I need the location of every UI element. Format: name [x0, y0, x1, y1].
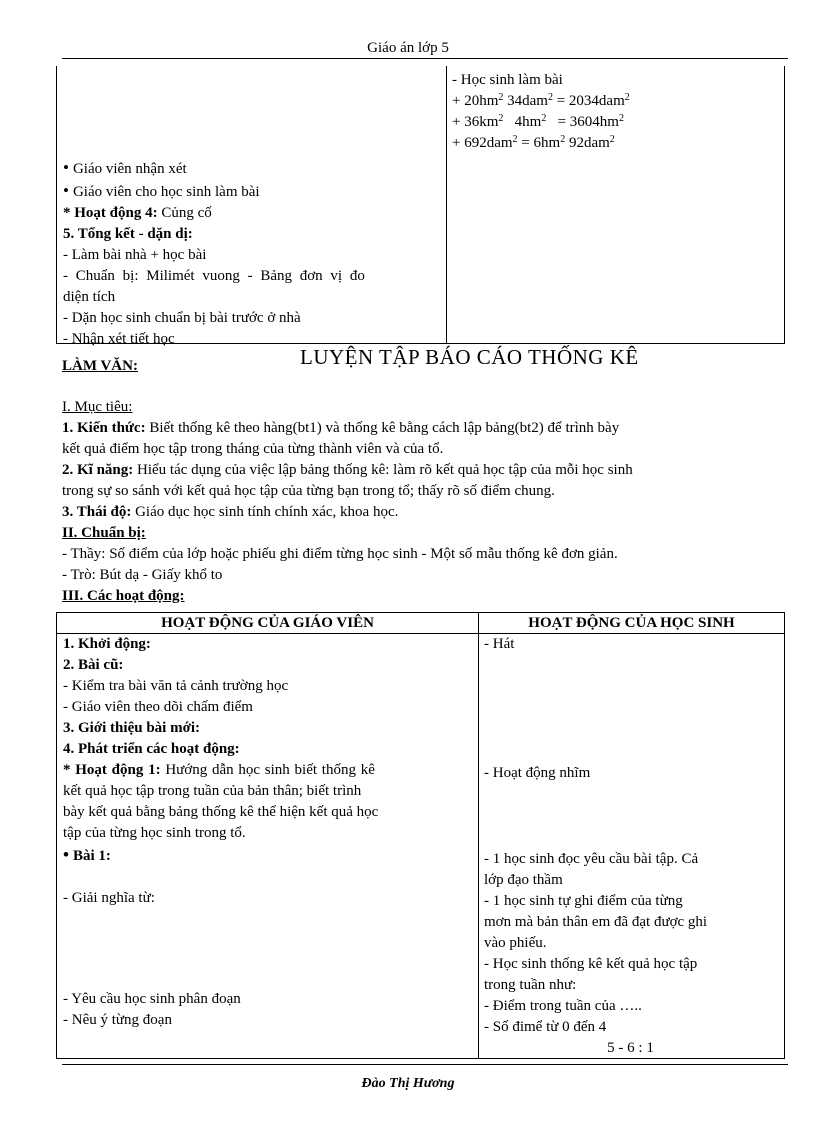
- student-line: - Học sinh làm bài: [452, 72, 563, 88]
- student-activities-mid: [484, 763, 777, 784]
- footer-author: Đào Thị Hương: [361, 1076, 455, 1091]
- footer-rule: [62, 1064, 788, 1065]
- objective-skill: 2. Kĩ năng: Hiểu tác dụng của việc lập bảng thống kê: làm rõ kết quả học tập của mỗi học sinh: [62, 462, 633, 478]
- preparation-heading: II. Chuẩn bị:: [62, 525, 146, 541]
- teacher-activity: - Yêu cầu học sinh phân đoạn: [63, 991, 241, 1007]
- student-activity: - Điểm trong tuần của …..: [484, 998, 642, 1014]
- preparation-student: - Trò: Bút dạ - Giấy khổ to: [62, 567, 223, 583]
- preparation-teacher: - Thầy: Số điểm của lớp hoặc phiếu ghi điểm từng học sinh - Một số mẫu thống kê đơn giản.: [62, 546, 618, 562]
- top-table-student-column: [452, 70, 772, 154]
- teacher-activity: * Hoạt động 1: Hướng dẫn học sinh biết thống kê: [63, 762, 375, 778]
- student-activity: - Số đimể từ 0 đến 4: [484, 1019, 607, 1035]
- student-activities-lower: [484, 849, 777, 1059]
- teacher-line: - Làm bài nhà + học bài: [63, 247, 207, 263]
- student-activity: mơn mà bản thân em đã đạt được ghi: [484, 914, 708, 930]
- header-rule: [62, 58, 788, 59]
- student-activity: - Học sinh thống kê kết quả học tập: [484, 956, 698, 972]
- conversion-line-3: + $692dam^2 = 6hm^2$ 92dam$^2$: [452, 134, 615, 151]
- teacher-activity: bày kết quả bằng bảng thống kê thể hiện kết quả học: [63, 804, 379, 820]
- objective-attitude: 3. Thái độ: Giáo dục học sinh tính chính xác, khoa học.: [62, 504, 399, 520]
- student-activity: lớp đạo thầm: [484, 872, 563, 888]
- activities-heading: III. Các hoạt động:: [62, 588, 185, 604]
- teacher-line: - Chuẩn bị: Milimét vuong - Bảng đơn vị đo: [63, 268, 365, 284]
- teacher-line: 5. Tổng kết - dặn dị:: [63, 226, 193, 242]
- teacher-activities: [63, 634, 471, 909]
- teacher-activity: tập của từng học sinh trong tổ.: [63, 825, 246, 841]
- teacher-line: * Hoạt động 4: Củng cố: [63, 205, 212, 221]
- student-activity: - Hoạt động nhĩm: [484, 765, 591, 781]
- teacher-activity: 1. Khởi động:: [63, 636, 151, 652]
- lesson-title: LUYỆN TẬP BÁO CÁO THỐNG KÊ: [300, 345, 639, 369]
- teacher-activity: - Kiểm tra bài văn tả cảnh trường học: [63, 678, 289, 694]
- objective-knowledge-cont: kết quả điểm học tập trong tháng của từng thành viên và của tổ.: [62, 441, 444, 457]
- teacher-activity: 3. Giới thiệu bài mới:: [63, 720, 201, 736]
- teacher-line: - Dặn học sinh chuẩn bị bài trước ở nhà: [63, 310, 301, 326]
- student-activity: 5 - 6 : 1: [607, 1040, 654, 1056]
- student-activity: - 1 học sinh đọc yêu cầu bài tập. Cả: [484, 851, 699, 867]
- teacher-activity: - Giải nghĩa từ:: [63, 890, 155, 906]
- col-header-student: HOẠT ĐỘNG CỦA HỌC SINH: [528, 615, 735, 631]
- teacher-activity: 2. Bài cũ:: [63, 657, 124, 673]
- teacher-activity: - Nêu ý từng đoạn: [63, 1012, 172, 1028]
- activity-table: [56, 612, 785, 1059]
- student-activities: [484, 634, 777, 655]
- teacher-line: diện tích: [63, 289, 116, 305]
- activity-table-divider: [478, 613, 479, 1058]
- objectives-section: [62, 397, 784, 607]
- top-table-divider: [446, 66, 447, 343]
- teacher-line: - Nhận xét tiết học: [63, 331, 175, 347]
- student-activity: trong tuần như:: [484, 977, 577, 993]
- top-table-teacher-column: [63, 157, 440, 350]
- objective-skill-cont: trong sự so sánh với kết quả học tập của từng bạn trong tổ; thấy rõ số điểm chung.: [62, 483, 555, 499]
- page-header-title: Giáo án lớp 5: [367, 40, 449, 56]
- objective-knowledge: 1. Kiến thức: Biết thống kê theo hàng(bt1) và thống kê bằng cách lập bảng(bt2) để trình bày: [62, 420, 620, 436]
- teacher-activities-lower: [63, 989, 471, 1031]
- section-label: LÀM VĂN:: [62, 358, 138, 374]
- teacher-activity: • Bài 1:: [63, 844, 471, 867]
- teacher-line: • Giáo viên nhận xét: [63, 157, 440, 180]
- top-lesson-table: [56, 66, 785, 347]
- teacher-activity: 4. Phát triển các hoạt động:: [63, 741, 240, 757]
- teacher-activity: kết quả học tập trong tuần của bản thân; biết trình: [63, 783, 362, 799]
- col-header-teacher: HOẠT ĐỘNG CỦA GIÁO VIÊN: [161, 615, 374, 631]
- teacher-activity: - Giáo viên theo dõi chấm điểm: [63, 699, 253, 715]
- conversion-line-2: + $36km^2$ $4hm^2 = 3604hm^2$: [452, 113, 624, 130]
- student-activity: vào phiếu.: [484, 935, 547, 951]
- conversion-line-1: + $20hm^2$ 34dam$^2$ = 2034dam$^2$: [452, 92, 630, 109]
- objectives-heading: I. Mục tiêu:: [62, 399, 133, 415]
- teacher-line: • Giáo viên cho học sinh làm bài: [63, 180, 440, 203]
- student-activity: - Hát: [484, 636, 515, 652]
- student-activity: - 1 học sinh tự ghi điểm của từng: [484, 893, 683, 909]
